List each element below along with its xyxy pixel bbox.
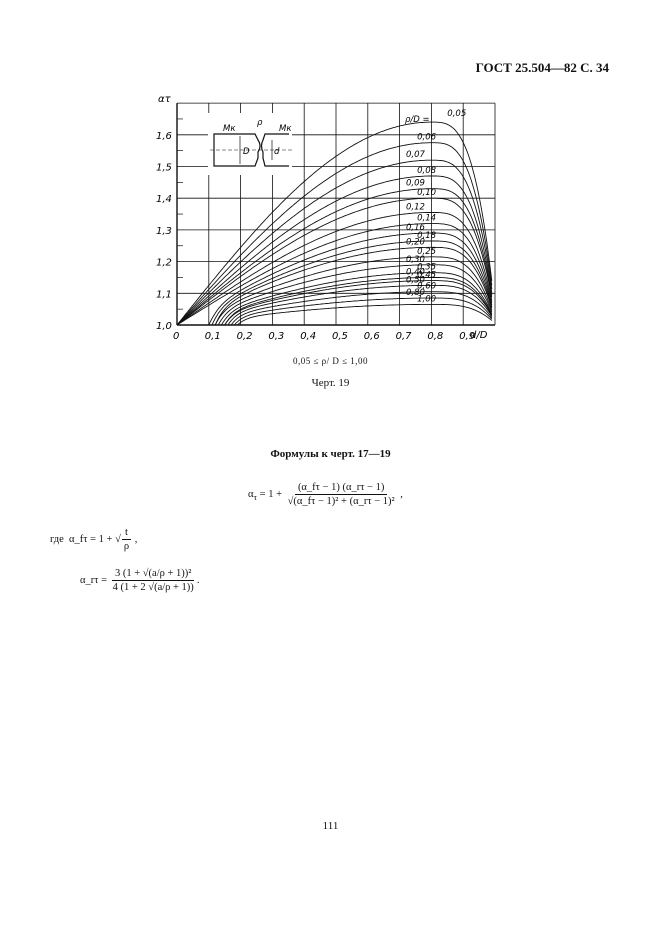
curve-rho-0-45 [225, 281, 492, 325]
y-axis-label: ατ [158, 94, 171, 105]
curve-label: 0,18 [417, 230, 437, 241]
curve-rho-1-00 [237, 304, 491, 325]
curve-label: 0,60 [417, 281, 437, 292]
x-tick-label: 0,2 [236, 331, 253, 342]
curve-label: 0,50 [405, 275, 425, 286]
formula-alpha-tau: $\alpha_\tau = 1$ + $\frac{(\alpha\_f\tau - 1) (\alpha\_r\tau - 1)}{\text{√(α\_fτ − 1)² + (α\_rτ − 1)²}}$ , [248, 482, 403, 507]
curve-label: 0,30 [405, 254, 425, 265]
y-tick-label: 1,0 [156, 321, 172, 332]
curve-label: 0,05 [447, 109, 467, 120]
curve-label: 0,20 [405, 237, 425, 248]
notched-shaft-inset [208, 113, 292, 175]
stress-concentration-chart [0, 0, 661, 360]
curve-label: 0,12 [405, 202, 425, 213]
curve-label: 0,14 [417, 213, 437, 224]
x-tick-label: 0,8 [427, 331, 444, 342]
curve-label: 0,06 [417, 132, 437, 143]
inset-label-rho: ρ [257, 118, 263, 128]
curve-rho-0-80 [234, 298, 492, 325]
curve-label: 0,35 [417, 262, 437, 273]
curve-rho-0-25 [215, 254, 492, 325]
curve-label: 0,09 [405, 178, 425, 189]
x-tick-label: 0,4 [300, 331, 317, 342]
inset-label-D: D [243, 147, 250, 157]
x-tick-label: 0,5 [332, 331, 348, 342]
y-tick-label: 1,1 [156, 289, 172, 301]
formulas-title: Формулы к черт. 17—19 [270, 448, 391, 460]
inset-label-mk-right: Mк [279, 124, 292, 134]
x-axis-label: d/D [470, 330, 488, 341]
figure-caption: Черт. 19 [311, 377, 350, 389]
y-tick-label: 1,5 [156, 162, 172, 174]
curve-label: 0,10 [417, 188, 437, 199]
x-tick-label: 0,6 [363, 331, 380, 342]
formula-alpha-f-tau: где α_fτ = 1 + √ $\frac{t}{\rho}$ , [50, 527, 138, 552]
y-tick-label: 1,4 [156, 194, 172, 206]
curve-label: 0,25 [417, 246, 437, 257]
x-tick-label: 0,9 [459, 331, 476, 342]
page-header: ГОСТ 25.504—82 С. 34 [475, 60, 609, 75]
y-tick-label: 1,3 [156, 225, 172, 237]
curve-label: 0,07 [405, 150, 425, 161]
x-tick-label: 0,7 [395, 331, 412, 342]
formula-alpha-r-tau: α_rτ = $\frac{\text{3 (1 + √(a/ρ + 1))²}}{4 (1 + 2 √(a/\rho + 1))}$ . [80, 568, 200, 593]
curve-label: 0,16 [405, 223, 425, 234]
curve-rho-0-07 [177, 160, 492, 325]
curve-label: 0,40 [405, 267, 425, 278]
x-tick-label: 0,3 [268, 331, 285, 342]
chart-range-caption: 0,05 ≤ ρ/ D ≤ 1,00 [292, 356, 369, 366]
curve-label: 0,08 [417, 166, 437, 177]
curve-label: 0,80 [405, 288, 425, 299]
x-tick-label: 0 [173, 331, 180, 342]
curve-label: 1,00 [417, 294, 437, 305]
curve-label: 0,45 [417, 270, 437, 281]
y-tick-label: 1,6 [156, 130, 172, 142]
legend-prefix: ρ/D = [405, 115, 430, 125]
inset-label-d: d [274, 147, 280, 157]
page-number: 111 [322, 820, 339, 832]
inset-label-mk-left: Mк [223, 124, 236, 134]
x-tick-label: 0,1 [204, 331, 221, 342]
y-tick-label: 1,2 [156, 257, 172, 269]
